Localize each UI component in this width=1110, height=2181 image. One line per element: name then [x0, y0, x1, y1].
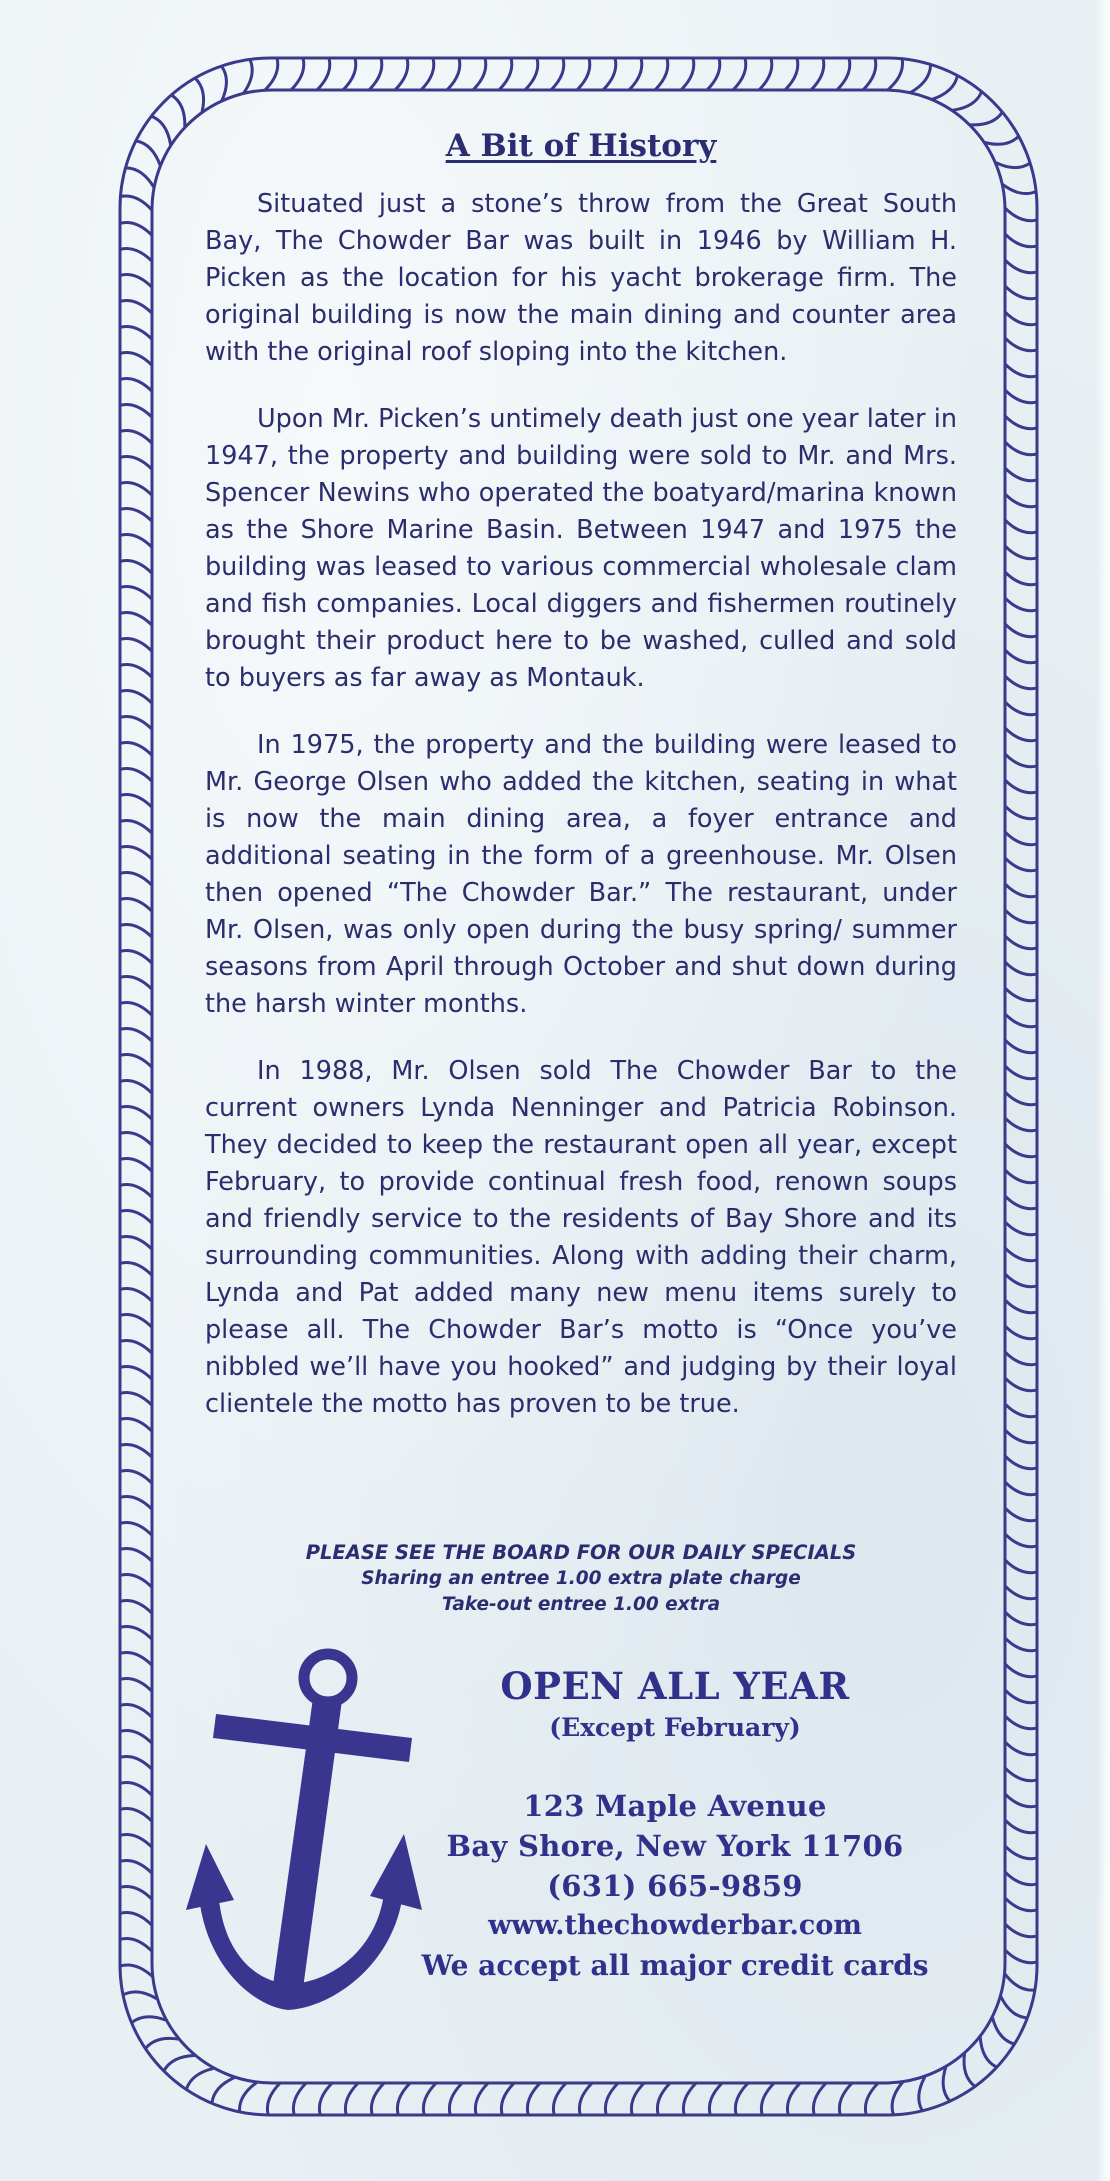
- rope-twist: [1005, 1820, 1037, 1833]
- rope-twist: [1005, 286, 1037, 299]
- rope-twist: [120, 795, 152, 808]
- rope-twist: [1005, 1196, 1037, 1209]
- rope-twist: [120, 353, 152, 366]
- rope-twist: [1005, 1170, 1037, 1183]
- rope-twist: [345, 2083, 358, 2115]
- rope-twist: [579, 2083, 592, 2115]
- rope-twist: [985, 136, 1019, 144]
- rope-twist: [120, 1887, 152, 1900]
- rope-twist: [1005, 1352, 1037, 1365]
- rope-twist: [681, 58, 694, 90]
- rope-twist: [195, 78, 203, 111]
- rope-twist: [865, 2083, 878, 2115]
- rope-twist: [839, 2083, 852, 2115]
- rope-twist: [120, 457, 152, 470]
- rope-twist: [1005, 1638, 1037, 1651]
- rope-twist: [120, 275, 152, 288]
- rope-twist: [172, 95, 185, 127]
- history-paragraph-4: In 1988, Mr. Olsen sold The Chowder Bar to the current owners Lynda Nenninger and Patricia Robinson. They decided to keep the restaurant open all year, except February, to provide continual fresh food, renown soups and friendly service to the residents of Bay Shore and its surrounding communities. Along with adding their charm, Lynda and Pat added many new menu items surely to please all. The Chowder Bar’s motto is “Once you’ve nibbled we’ll have you hooked” and judging by their loyal clientele the motto has proven to be true.: [205, 1056, 957, 1419]
- rope-twist: [683, 2083, 696, 2115]
- rope-twist: [1003, 185, 1036, 194]
- rope-twist: [577, 58, 590, 90]
- rope-twist: [1005, 1612, 1037, 1625]
- rope-twist: [1005, 494, 1037, 507]
- rope-twist: [244, 59, 252, 93]
- sharing-charge-note: Sharing an entree 1.00 extra plate charge: [361, 1568, 801, 1589]
- rope-twist: [120, 1757, 152, 1770]
- rope-twist: [1005, 598, 1037, 611]
- daily-specials-note: PLEASE SEE THE BOARD FOR OUR DAILY SPECIALS: [305, 1541, 857, 1564]
- anchor-icon: [180, 1638, 430, 2018]
- rope-twist: [1005, 442, 1037, 455]
- takeout-charge-note: Take-out entree 1.00 extra: [441, 1594, 721, 1615]
- rope-twist: [120, 873, 152, 886]
- rope-twist: [120, 1523, 152, 1536]
- rope-twist: [1005, 338, 1037, 351]
- rope-twist: [980, 2037, 996, 2067]
- rope-twist: [735, 2083, 748, 2115]
- menu-notes: [205, 1540, 957, 1618]
- rope-twist: [120, 1419, 152, 1432]
- rope-twist: [120, 639, 152, 652]
- rope-twist: [888, 59, 903, 90]
- rope-twist: [319, 2083, 332, 2115]
- rope-twist: [291, 58, 304, 90]
- rope-twist: [1005, 234, 1037, 247]
- rope-twist: [397, 2083, 410, 2115]
- rope-twist: [996, 163, 1030, 168]
- rope-twist: [120, 1029, 152, 1042]
- rope-twist: [447, 58, 460, 90]
- rope-twist: [120, 561, 152, 574]
- rope-twist: [1005, 1482, 1037, 1495]
- rope-twist: [1005, 1430, 1037, 1443]
- rope-twist: [1005, 546, 1037, 559]
- rope-twist: [1005, 468, 1037, 481]
- rope-twist: [120, 691, 152, 704]
- rope-twist: [120, 769, 152, 782]
- rope-twist: [120, 951, 152, 964]
- rope-twist: [120, 847, 152, 860]
- rope-twist: [1005, 728, 1037, 741]
- rope-twist: [787, 2083, 800, 2115]
- rope-twist: [1005, 260, 1037, 273]
- rope-twist: [1005, 520, 1037, 533]
- rope-twist: [120, 1731, 152, 1744]
- rope-twist: [1005, 312, 1037, 325]
- rope-twist: [120, 1393, 152, 1406]
- rope-twist: [1005, 1560, 1037, 1573]
- rope-twist: [525, 58, 538, 90]
- rope-twist: [1005, 780, 1037, 793]
- rope-twist: [943, 2067, 950, 2101]
- rope-twist: [120, 1783, 152, 1796]
- rope-twist: [1005, 1690, 1037, 1703]
- rope-twist: [1005, 1118, 1037, 1131]
- rope-twist: [1005, 702, 1037, 715]
- rope-twist: [120, 1107, 152, 1120]
- rope-twist: [759, 58, 772, 90]
- history-paragraph-2: Upon Mr. Picken’s untimely death just one year later in 1947, the property and building were sold to Mr. and Mrs. Spencer Newins who operated the boatyard/marina known as the Shore Marine Basin. Between 1947 and 1975 the building was leased to various commercial wholesale clam and fish companies. Local diggers and fishermen routinely brought their product here to be washed, culled and sold to buyers as far away as Montauk.: [205, 404, 957, 693]
- rope-twist: [1005, 1456, 1037, 1469]
- rope-twist: [1005, 1950, 1037, 1963]
- rope-twist: [120, 925, 152, 938]
- restaurant-info: [395, 1662, 955, 1986]
- rope-twist: [120, 1133, 152, 1146]
- rope-twist: [953, 92, 982, 110]
- rope-twist: [1005, 390, 1037, 403]
- rope-twist: [892, 2082, 903, 2115]
- history-paragraph-3: In 1975, the property and the building were leased to Mr. George Olsen who added the kitchen, seating in what is now the main dining area, a foyer entrance and additional seating in the form of a greenhouse. Mr. Olsen then opened “The Chowder Bar.” The restaurant, under Mr. Olsen, was only open during the busy spring/ summer seasons from April through October and shut down during the harsh winter months.: [205, 730, 957, 1019]
- rope-twist: [212, 2078, 235, 2104]
- rope-twist: [631, 2083, 644, 2115]
- rope-twist: [707, 58, 720, 90]
- rope-twist: [395, 58, 408, 90]
- rope-twist: [240, 2082, 257, 2111]
- rope-twist: [120, 223, 152, 236]
- rope-twist: [1005, 858, 1037, 871]
- rope-twist: [813, 2083, 826, 2115]
- rope-twist: [1005, 1742, 1037, 1755]
- rope-twist: [120, 1211, 152, 1224]
- rope-twist: [1005, 1794, 1037, 1807]
- rope-twist: [1005, 962, 1037, 975]
- rope-twist: [120, 1965, 153, 1977]
- rope-twist: [371, 2083, 384, 2115]
- rope-twist: [120, 483, 152, 496]
- rope-twist: [1005, 1586, 1037, 1599]
- rope-twist: [120, 405, 152, 418]
- rope-twist: [1005, 1014, 1037, 1027]
- rope-twist: [1005, 1274, 1037, 1287]
- rope-twist: [1005, 572, 1037, 585]
- rope-twist: [1005, 988, 1037, 1001]
- rope-twist: [785, 58, 798, 90]
- rope-twist: [120, 1861, 152, 1874]
- rope-twist: [120, 899, 152, 912]
- open-all-year: OPEN ALL YEAR: [500, 1664, 850, 1708]
- rope-twist: [120, 1315, 152, 1328]
- rope-twist: [343, 58, 356, 90]
- rope-twist: [1005, 1092, 1037, 1105]
- rope-twist: [369, 58, 382, 90]
- rope-twist: [1005, 650, 1037, 663]
- rope-twist: [1005, 754, 1037, 767]
- rope-twist: [655, 58, 668, 90]
- rope-twist: [629, 58, 642, 90]
- rope-twist: [1005, 884, 1037, 897]
- rope-twist: [120, 1367, 152, 1380]
- rope-twist: [120, 1159, 152, 1172]
- history-paragraph-1: Situated just a stone’s throw from the Great South Bay, The Chowder Bar was built in 1946 by William H. Picken as the location for his yacht brokerage firm. The original building is now the main dining and counter area with the original roof sloping into the kitchen.: [205, 189, 957, 367]
- rope-twist: [120, 1627, 152, 1640]
- phone-number: (631) 665-9859: [547, 1869, 803, 1903]
- rope-twist: [120, 743, 152, 756]
- rope-twist: [120, 821, 152, 834]
- rope-twist: [120, 1575, 152, 1588]
- rope-twist: [120, 1289, 152, 1302]
- rope-twist: [1005, 624, 1037, 637]
- street-address: 123 Maple Avenue: [523, 1789, 827, 1823]
- rope-twist: [527, 2083, 540, 2115]
- rope-twist: [993, 2018, 1015, 2044]
- rope-twist: [120, 717, 152, 730]
- rope-twist: [120, 379, 152, 392]
- rope-twist: [120, 1081, 152, 1094]
- rope-twist: [120, 1497, 152, 1510]
- rope-twist: [120, 431, 152, 444]
- rope-twist: [152, 116, 171, 145]
- rope-twist: [126, 168, 154, 187]
- rope-twist: [1005, 1872, 1037, 1885]
- rope-twist: [120, 1263, 152, 1276]
- history-section: [205, 128, 957, 1453]
- rope-twist: [475, 2083, 488, 2115]
- rope-twist: [164, 2056, 195, 2071]
- rope-twist: [1005, 1144, 1037, 1157]
- rope-twist: [120, 1835, 152, 1848]
- website-link[interactable]: www.thechowderbar.com: [488, 1910, 862, 1941]
- rope-twist: [911, 65, 931, 93]
- rope-twist: [120, 1679, 152, 1692]
- rope-twist: [1005, 1040, 1037, 1053]
- rope-twist: [863, 58, 876, 90]
- rope-twist: [120, 327, 152, 340]
- rope-twist: [1005, 1768, 1037, 1781]
- rope-twist: [709, 2083, 722, 2115]
- rope-twist: [933, 76, 958, 99]
- rope-twist: [1005, 1300, 1037, 1313]
- rope-twist: [1005, 1066, 1037, 1079]
- rope-twist: [120, 1549, 152, 1562]
- rope-twist: [761, 2083, 774, 2115]
- rope-twist: [1005, 806, 1037, 819]
- rope-twist: [811, 58, 824, 90]
- rope-twist: [120, 1471, 152, 1484]
- rope-twist: [1005, 1924, 1037, 1937]
- rope-twist: [120, 1185, 152, 1198]
- rope-twist: [120, 1341, 152, 1354]
- closed-month-note: (Except February): [549, 1713, 801, 1742]
- rope-twist: [1005, 1248, 1037, 1261]
- rope-twist: [317, 58, 330, 90]
- rope-twist: [120, 613, 152, 626]
- rope-twist: [120, 665, 152, 678]
- rope-twist: [423, 2083, 436, 2115]
- rope-twist: [120, 1055, 152, 1068]
- rope-twist: [1005, 416, 1037, 429]
- rope-twist: [657, 2083, 670, 2115]
- rope-twist: [499, 58, 512, 90]
- history-title: A Bit of History: [445, 128, 717, 164]
- rope-twist: [551, 58, 564, 90]
- rope-twist: [222, 66, 227, 100]
- rope-twist: [120, 1601, 152, 1614]
- rope-twist: [837, 58, 850, 90]
- rope-twist: [1001, 1996, 1027, 2018]
- rope-twist: [1005, 676, 1037, 689]
- rope-twist: [553, 2083, 566, 2115]
- rope-twist: [123, 1992, 157, 1999]
- rope-twist: [1005, 1508, 1037, 1521]
- rope-twist: [1005, 936, 1037, 949]
- rope-twist: [1005, 1404, 1037, 1417]
- rope-twist: [120, 535, 152, 548]
- rope-twist: [1005, 1974, 1035, 1990]
- rope-twist: [120, 1939, 152, 1952]
- rope-twist: [132, 2017, 166, 2023]
- rope-twist: [1005, 1378, 1037, 1391]
- rope-twist: [293, 2083, 306, 2115]
- rope-twist: [267, 2083, 280, 2115]
- rope-twist: [449, 2083, 462, 2115]
- rope-twist: [970, 112, 1002, 124]
- rope-twist: [265, 58, 278, 90]
- rope-twist: [964, 2054, 975, 2087]
- rope-twist: [120, 1705, 152, 1718]
- rope-twist: [421, 58, 434, 90]
- rope-twist: [1005, 208, 1037, 221]
- rope-twist: [120, 301, 152, 314]
- credit-cards-note: We accept all major credit cards: [421, 1949, 929, 1982]
- rope-twist: [186, 2068, 213, 2089]
- rope-twist: [136, 141, 160, 165]
- rope-twist: [120, 1653, 152, 1666]
- rope-twist: [1005, 1534, 1037, 1547]
- rope-twist: [1005, 1664, 1037, 1677]
- rope-twist: [120, 509, 152, 522]
- rope-twist: [120, 249, 152, 262]
- rope-twist: [1005, 1222, 1037, 1235]
- rope-twist: [1005, 364, 1037, 377]
- rope-twist: [1005, 1846, 1037, 1859]
- rope-twist: [120, 1809, 152, 1822]
- rope-twist: [1005, 910, 1037, 923]
- rope-twist: [603, 58, 616, 90]
- rope-twist: [120, 1913, 152, 1926]
- rope-twist: [919, 2077, 925, 2111]
- city-address: Bay Shore, New York 11706: [446, 1829, 904, 1863]
- rope-twist: [1005, 1898, 1037, 1911]
- rope-twist: [473, 58, 486, 90]
- rope-twist: [1005, 1326, 1037, 1339]
- rope-twist: [733, 58, 746, 90]
- rope-twist: [1005, 832, 1037, 845]
- rope-twist: [1005, 1716, 1037, 1729]
- rope-twist: [501, 2083, 514, 2115]
- rope-twist: [120, 1237, 152, 1250]
- rope-twist: [120, 587, 152, 600]
- rope-twist: [120, 196, 151, 210]
- rope-twist: [146, 2038, 179, 2048]
- rope-twist: [605, 2083, 618, 2115]
- rope-twist: [120, 1445, 152, 1458]
- rope-twist: [120, 977, 152, 990]
- rope-twist: [120, 1003, 152, 1016]
